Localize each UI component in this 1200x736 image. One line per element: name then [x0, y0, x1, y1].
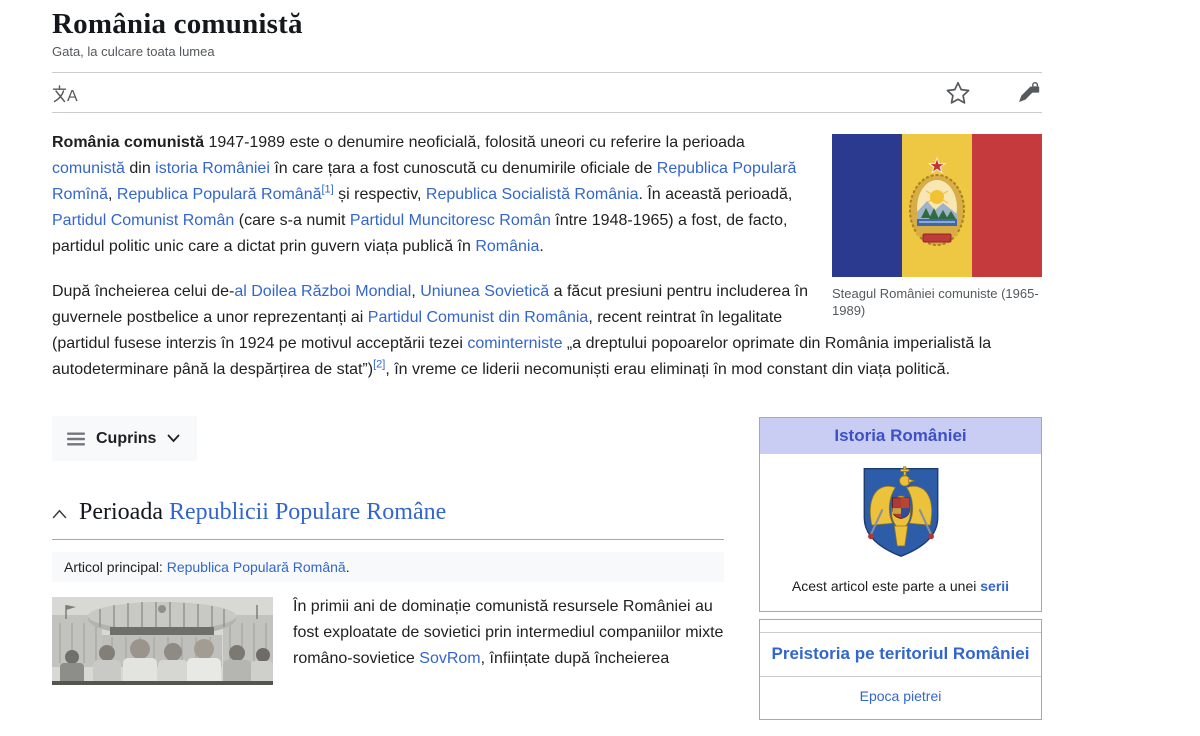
svg-text:A: A	[67, 87, 78, 104]
section-heading-perioada	[52, 497, 724, 540]
sidebar-item-preistoria	[760, 633, 1041, 677]
contents-list-icon	[67, 432, 85, 446]
sidebar-link-preistoria[interactable]: Preistoria pe teritoriul României	[771, 644, 1030, 663]
article-body	[52, 113, 1042, 704]
series-title[interactable]: Istoria României	[760, 418, 1041, 454]
romania-communist-flag-image	[832, 134, 1042, 277]
flag-caption: Steagul României comuniste (1965-1989)	[832, 286, 1039, 318]
article-page	[52, 8, 1042, 704]
romania-coat-of-arms-image	[857, 463, 945, 559]
page-title: România comunistă	[52, 8, 303, 40]
language-switcher-button[interactable]	[52, 82, 81, 104]
article-link[interactable]: Uniunea Sovietică	[420, 283, 550, 300]
article-link[interactable]: Republica Populară Romînă	[52, 160, 797, 203]
historic-photo[interactable]	[52, 597, 273, 685]
historic-photo-image	[52, 597, 273, 685]
article-link[interactable]: Partidul Muncitoresc Român	[349, 212, 551, 229]
section-content	[52, 594, 724, 685]
contents-button-label: Cuprins	[96, 429, 157, 447]
section-heading-text: Perioada	[79, 499, 169, 525]
coat-of-arms-figure[interactable]	[760, 454, 1041, 570]
star-icon	[945, 80, 971, 105]
article-link[interactable]: istoria României	[155, 160, 270, 177]
contents-button[interactable]	[52, 416, 197, 461]
intro-paragraph-2: După încheierea celui de-al Doilea Război Mondial, Uniunea Sovietică a făcut presiuni pentru includerea în guvernele postbelice a unor reprezentanți ai Partidul Comunist din România, recent reintrat în legalitate (partidul fusese interzis în 1924 pe motivul acceptării tezei cominterniste „a dreptului popoarelor oprimate din România imperialistă la autodeterminare până la despărțirea de stat”)[2], în vreme ce liderii necomuniști erau eliminați în mod constant din viața politică.	[52, 283, 992, 378]
reference-link[interactable]: [2]	[373, 358, 386, 371]
section-heading-link[interactable]: Republicii Populare Române	[168, 499, 447, 525]
page-subtitle: Gata, la culcare toata lumea	[52, 44, 215, 59]
intro-paragraph-1: România comunistă 1947-1989 este o denumire neoficială, folosită uneori cu referire la perioada comunistă din istoria României în care țara a fost cunoscută cu denumirile oficiale de Republica Populară Romînă, Republica Populară Română[1] și respectiv, Republica Socialistă România. În această perioadă, Partidul Comunist Român (care s-a numit Partidul Muncitoresc Român între 1948-1965) a fost, de facto, partidul politic unic care a dictat prin guvern viața publică în România.	[52, 134, 797, 255]
pencil-lock-icon	[1015, 81, 1040, 105]
collapse-section-icon[interactable]	[52, 509, 67, 519]
edit-lock-button[interactable]	[1015, 81, 1040, 105]
article-link[interactable]: Republica Populară Română	[116, 186, 322, 203]
article-link[interactable]: al Doilea Război Mondial	[234, 283, 412, 300]
reference-link[interactable]: [1]	[321, 183, 334, 196]
article-link[interactable]: SovRom	[419, 650, 481, 667]
article-link[interactable]: Partidul Comunist Român	[52, 212, 235, 229]
hatnote: Articol principal: Republica Populară Română.	[52, 552, 724, 582]
article-toolbar	[52, 72, 1042, 113]
bold-text: România comunistă	[52, 134, 205, 151]
article-link[interactable]: comunistă	[52, 160, 125, 177]
article-link[interactable]: România	[475, 238, 540, 255]
language-icon	[52, 82, 81, 104]
chevron-down-icon	[167, 434, 180, 443]
sidebar-link-epoca-pietrei[interactable]: Epoca pietrei	[859, 688, 942, 704]
hatnote-link[interactable]: Republica Populară Română	[166, 559, 346, 575]
series-empty-row	[760, 620, 1041, 633]
reference-sup	[373, 359, 385, 371]
article-link[interactable]: Partidul Comunist din România	[367, 309, 589, 326]
watchstar-button[interactable]	[945, 80, 971, 105]
series-link[interactable]: serii	[980, 578, 1010, 594]
series-note: Acest articol este parte a unei serii	[791, 578, 1010, 594]
flag-figure[interactable]	[832, 134, 1042, 319]
reference-sup	[322, 184, 334, 196]
article-link[interactable]: Republica Socialistă România	[425, 186, 639, 203]
section-paragraph-1: În primii ani de dominație comunistă resursele României au fost exploatate de sovietici prin intermediul companiilor mixte româno-sovietice SovRom, înființate după încheierea	[293, 598, 724, 667]
sidebar-item-epoca-pietrei	[760, 677, 1041, 719]
article-link[interactable]: cominterniste	[467, 335, 563, 352]
